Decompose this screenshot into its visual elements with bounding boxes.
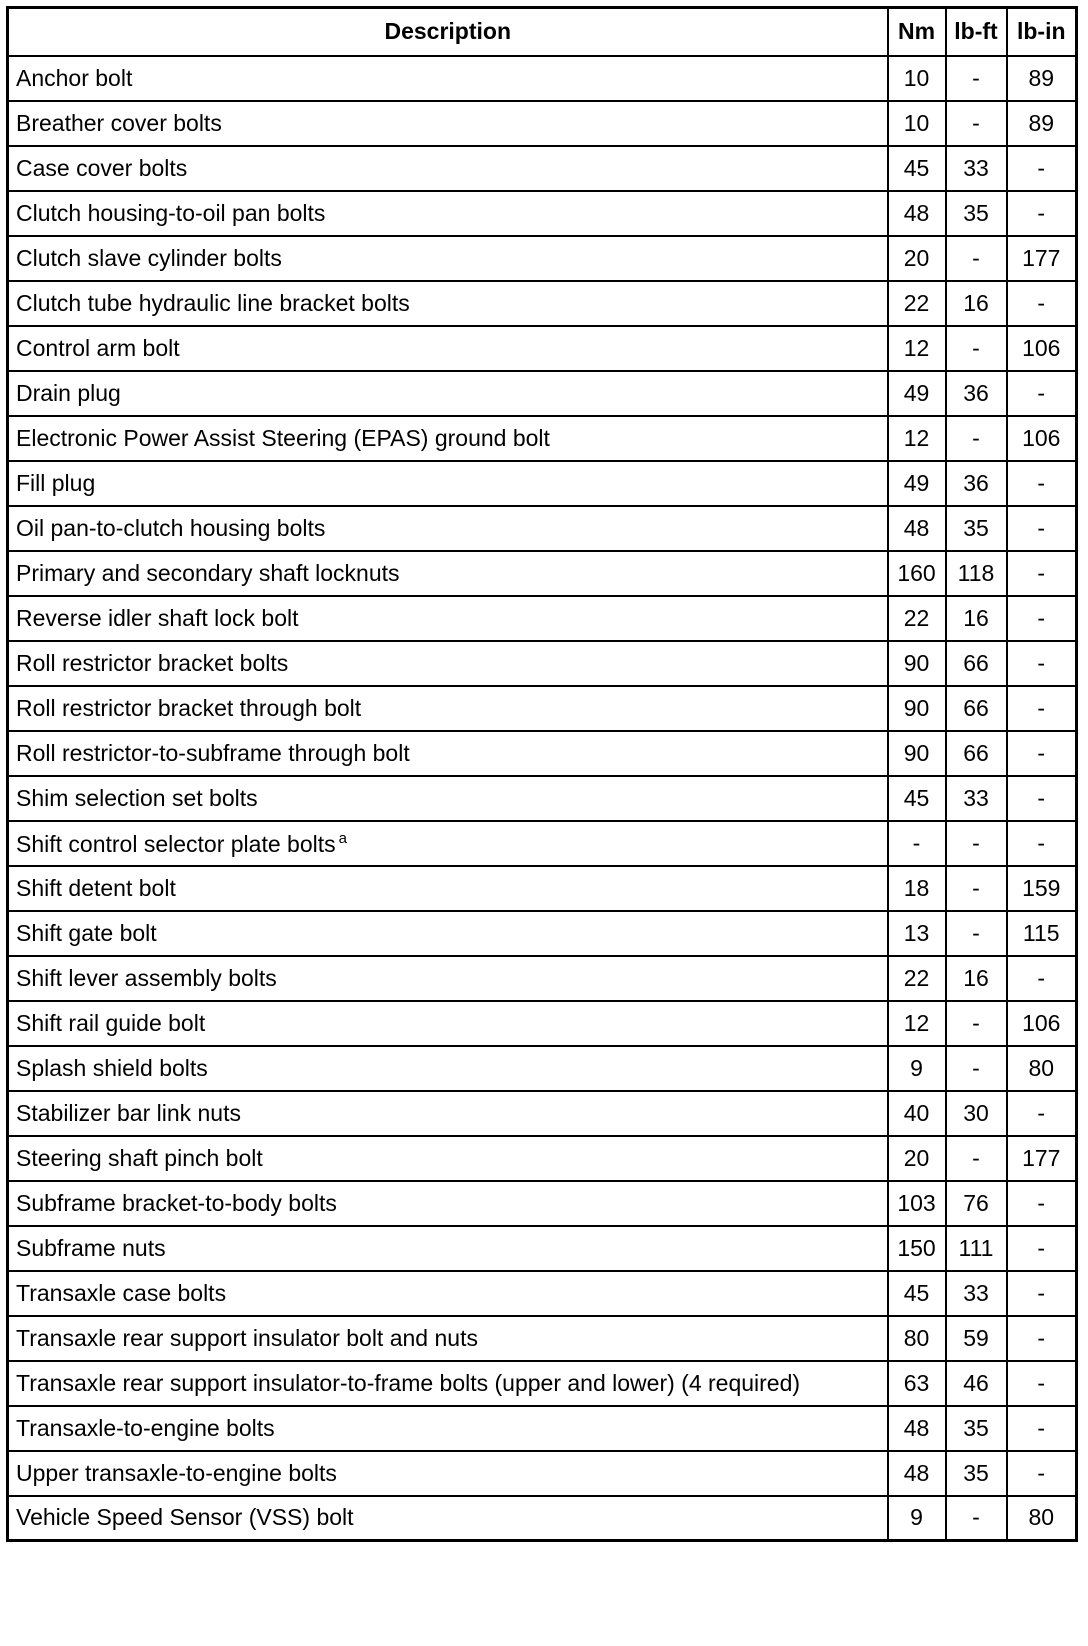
table-row <box>8 1001 1077 1046</box>
description-text: Roll restrictor bracket bolts <box>16 649 289 676</box>
cell-lbin: 106 <box>1007 326 1077 371</box>
cell-description <box>8 281 888 326</box>
cell-lbft: - <box>946 101 1007 146</box>
cell-nm: 12 <box>888 326 946 371</box>
cell-lbin: 106 <box>1007 416 1077 461</box>
cell-nm: 13 <box>888 911 946 956</box>
cell-lbft: 36 <box>946 461 1007 506</box>
cell-lbft: - <box>946 1001 1007 1046</box>
cell-lbft: - <box>946 1136 1007 1181</box>
cell-description <box>8 146 888 191</box>
description-text: Splash shield bolts <box>16 1054 208 1081</box>
cell-description <box>8 461 888 506</box>
cell-nm: 80 <box>888 1316 946 1361</box>
cell-lbin: - <box>1007 146 1077 191</box>
cell-lbft: 33 <box>946 1271 1007 1316</box>
table-body <box>8 56 1077 1541</box>
cell-nm: 160 <box>888 551 946 596</box>
description-text: Oil pan-to-clutch housing bolts <box>16 514 326 541</box>
cell-nm: 45 <box>888 146 946 191</box>
cell-description <box>8 1046 888 1091</box>
cell-lbin: - <box>1007 551 1077 596</box>
torque-specifications-table <box>6 6 1078 1542</box>
cell-description <box>8 1496 888 1541</box>
cell-lbft: - <box>946 416 1007 461</box>
cell-nm: 22 <box>888 281 946 326</box>
description-text: Transaxle rear support insulator bolt and nuts <box>16 1324 478 1351</box>
cell-description <box>8 1406 888 1451</box>
table-row <box>8 1316 1077 1361</box>
cell-description <box>8 1271 888 1316</box>
cell-lbft: 118 <box>946 551 1007 596</box>
cell-lbin: - <box>1007 821 1077 866</box>
table-row <box>8 686 1077 731</box>
cell-nm: 40 <box>888 1091 946 1136</box>
table-row <box>8 1226 1077 1271</box>
cell-nm: 90 <box>888 731 946 776</box>
cell-lbin: 177 <box>1007 236 1077 281</box>
cell-description <box>8 821 888 866</box>
cell-description <box>8 1361 888 1406</box>
description-text: Breather cover bolts <box>16 109 222 136</box>
table-row <box>8 371 1077 416</box>
table-row <box>8 56 1077 101</box>
cell-description <box>8 1181 888 1226</box>
table-row <box>8 1406 1077 1451</box>
cell-description <box>8 416 888 461</box>
description-text: Primary and secondary shaft locknuts <box>16 559 400 586</box>
table-row <box>8 1451 1077 1496</box>
cell-lbin: - <box>1007 641 1077 686</box>
table-row <box>8 416 1077 461</box>
cell-lbft: 35 <box>946 506 1007 551</box>
description-text: Roll restrictor-to-subframe through bolt <box>16 739 410 766</box>
cell-nm: 48 <box>888 506 946 551</box>
cell-description <box>8 1091 888 1136</box>
cell-lbft: 33 <box>946 146 1007 191</box>
cell-lbft: 66 <box>946 686 1007 731</box>
table-row <box>8 101 1077 146</box>
table-row <box>8 596 1077 641</box>
cell-lbin: - <box>1007 1181 1077 1226</box>
cell-lbft: - <box>946 326 1007 371</box>
cell-description <box>8 911 888 956</box>
table-row <box>8 461 1077 506</box>
header-description: Description <box>8 8 888 56</box>
cell-description <box>8 56 888 101</box>
table-row <box>8 956 1077 1001</box>
cell-nm: 49 <box>888 371 946 416</box>
cell-lbft: 46 <box>946 1361 1007 1406</box>
cell-lbin: 115 <box>1007 911 1077 956</box>
cell-nm: 9 <box>888 1046 946 1091</box>
cell-lbin: - <box>1007 1226 1077 1271</box>
description-text: Reverse idler shaft lock bolt <box>16 604 299 631</box>
table-row <box>8 866 1077 911</box>
description-text: Case cover bolts <box>16 154 188 181</box>
cell-description <box>8 326 888 371</box>
cell-nm: 10 <box>888 56 946 101</box>
cell-description <box>8 686 888 731</box>
description-text: Shift control selector plate bolts <box>16 830 336 857</box>
cell-lbft: - <box>946 821 1007 866</box>
cell-lbin: - <box>1007 461 1077 506</box>
cell-description <box>8 776 888 821</box>
cell-lbin: - <box>1007 596 1077 641</box>
cell-lbin: - <box>1007 1451 1077 1496</box>
cell-lbin: 177 <box>1007 1136 1077 1181</box>
cell-description <box>8 551 888 596</box>
cell-description <box>8 506 888 551</box>
cell-lbin: - <box>1007 1091 1077 1136</box>
cell-lbin: - <box>1007 1316 1077 1361</box>
description-text: Shift lever assembly bolts <box>16 964 277 991</box>
cell-description <box>8 641 888 686</box>
table-row <box>8 911 1077 956</box>
cell-description <box>8 371 888 416</box>
cell-lbin: - <box>1007 506 1077 551</box>
cell-nm: 48 <box>888 1406 946 1451</box>
cell-nm: 150 <box>888 1226 946 1271</box>
description-text: Clutch slave cylinder bolts <box>16 244 282 271</box>
cell-nm: 20 <box>888 236 946 281</box>
cell-description <box>8 101 888 146</box>
cell-nm: 18 <box>888 866 946 911</box>
cell-description <box>8 1451 888 1496</box>
cell-lbin: - <box>1007 956 1077 1001</box>
cell-lbft: - <box>946 1496 1007 1541</box>
cell-lbft: 35 <box>946 1451 1007 1496</box>
description-text: Shift gate bolt <box>16 919 157 946</box>
cell-lbft: 35 <box>946 1406 1007 1451</box>
description-text: Clutch tube hydraulic line bracket bolts <box>16 289 410 316</box>
cell-lbft: 36 <box>946 371 1007 416</box>
header-lbin: lb-in <box>1007 8 1077 56</box>
cell-lbin: 80 <box>1007 1496 1077 1541</box>
cell-lbin: - <box>1007 776 1077 821</box>
cell-nm: 45 <box>888 1271 946 1316</box>
cell-lbft: 59 <box>946 1316 1007 1361</box>
description-text: Shift detent bolt <box>16 874 176 901</box>
cell-lbin: 80 <box>1007 1046 1077 1091</box>
table-row <box>8 1046 1077 1091</box>
cell-lbft: - <box>946 56 1007 101</box>
description-text: Control arm bolt <box>16 334 180 361</box>
description-text: Steering shaft pinch bolt <box>16 1144 263 1171</box>
cell-lbft: 66 <box>946 731 1007 776</box>
cell-description <box>8 956 888 1001</box>
cell-lbin: - <box>1007 191 1077 236</box>
cell-description <box>8 866 888 911</box>
cell-description <box>8 1316 888 1361</box>
cell-lbft: 66 <box>946 641 1007 686</box>
cell-nm: 48 <box>888 1451 946 1496</box>
description-text: Vehicle Speed Sensor (VSS) bolt <box>16 1504 354 1531</box>
description-text: Transaxle-to-engine bolts <box>16 1414 275 1441</box>
cell-lbft: - <box>946 911 1007 956</box>
table-row <box>8 191 1077 236</box>
cell-description <box>8 596 888 641</box>
cell-lbin: 159 <box>1007 866 1077 911</box>
cell-lbft: 33 <box>946 776 1007 821</box>
table-row <box>8 776 1077 821</box>
cell-nm: 90 <box>888 641 946 686</box>
cell-lbft: - <box>946 866 1007 911</box>
table-row <box>8 146 1077 191</box>
header-nm: Nm <box>888 8 946 56</box>
table-row <box>8 281 1077 326</box>
description-text: Fill plug <box>16 469 96 496</box>
description-text: Shim selection set bolts <box>16 784 258 811</box>
cell-lbin: - <box>1007 281 1077 326</box>
cell-lbft: 16 <box>946 956 1007 1001</box>
description-text: Shift rail guide bolt <box>16 1009 206 1036</box>
description-text: Subframe nuts <box>16 1234 166 1261</box>
cell-lbft: 30 <box>946 1091 1007 1136</box>
table-row <box>8 641 1077 686</box>
cell-nm: 45 <box>888 776 946 821</box>
description-text: Roll restrictor bracket through bolt <box>16 694 362 721</box>
cell-description <box>8 191 888 236</box>
table-row <box>8 236 1077 281</box>
table-row <box>8 326 1077 371</box>
table-row <box>8 821 1077 866</box>
cell-lbft: - <box>946 1046 1007 1091</box>
cell-nm: - <box>888 821 946 866</box>
table-row <box>8 551 1077 596</box>
description-text: Electronic Power Assist Steering (EPAS) ground bolt <box>16 424 550 451</box>
cell-nm: 103 <box>888 1181 946 1226</box>
table-row <box>8 1361 1077 1406</box>
cell-nm: 63 <box>888 1361 946 1406</box>
cell-nm: 22 <box>888 956 946 1001</box>
cell-lbin: - <box>1007 1406 1077 1451</box>
table-header-row <box>8 8 1077 56</box>
table-row <box>8 1271 1077 1316</box>
description-text: Clutch housing-to-oil pan bolts <box>16 199 326 226</box>
cell-lbft: 16 <box>946 596 1007 641</box>
cell-lbin: 106 <box>1007 1001 1077 1046</box>
description-text: Subframe bracket-to-body bolts <box>16 1189 337 1216</box>
table-row <box>8 1136 1077 1181</box>
cell-description <box>8 1001 888 1046</box>
cell-description <box>8 1136 888 1181</box>
description-text: Drain plug <box>16 379 121 406</box>
cell-nm: 10 <box>888 101 946 146</box>
cell-description <box>8 1226 888 1271</box>
table-row <box>8 1181 1077 1226</box>
cell-nm: 12 <box>888 416 946 461</box>
cell-lbin: - <box>1007 1271 1077 1316</box>
cell-nm: 90 <box>888 686 946 731</box>
cell-lbin: - <box>1007 731 1077 776</box>
cell-nm: 49 <box>888 461 946 506</box>
table-row <box>8 1091 1077 1136</box>
table-row <box>8 1496 1077 1541</box>
description-text: Anchor bolt <box>16 64 133 91</box>
cell-nm: 22 <box>888 596 946 641</box>
cell-description <box>8 731 888 776</box>
cell-lbin: 89 <box>1007 56 1077 101</box>
cell-lbft: 76 <box>946 1181 1007 1226</box>
cell-nm: 48 <box>888 191 946 236</box>
description-text: Transaxle rear support insulator-to-frame bolts (upper and lower) (4 required) <box>16 1369 801 1396</box>
cell-lbft: 111 <box>946 1226 1007 1271</box>
cell-lbft: - <box>946 236 1007 281</box>
cell-nm: 9 <box>888 1496 946 1541</box>
cell-lbin: - <box>1007 686 1077 731</box>
description-text: Upper transaxle-to-engine bolts <box>16 1459 337 1486</box>
header-lbft: lb-ft <box>946 8 1007 56</box>
cell-lbft: 35 <box>946 191 1007 236</box>
cell-nm: 20 <box>888 1136 946 1181</box>
description-text: Stabilizer bar link nuts <box>16 1099 241 1126</box>
cell-nm: 12 <box>888 1001 946 1046</box>
cell-lbin: 89 <box>1007 101 1077 146</box>
description-text: Transaxle case bolts <box>16 1279 227 1306</box>
cell-lbft: 16 <box>946 281 1007 326</box>
cell-description <box>8 236 888 281</box>
table-row <box>8 731 1077 776</box>
table-row <box>8 506 1077 551</box>
footnote-marker: a <box>338 829 347 847</box>
cell-lbin: - <box>1007 1361 1077 1406</box>
cell-lbin: - <box>1007 371 1077 416</box>
